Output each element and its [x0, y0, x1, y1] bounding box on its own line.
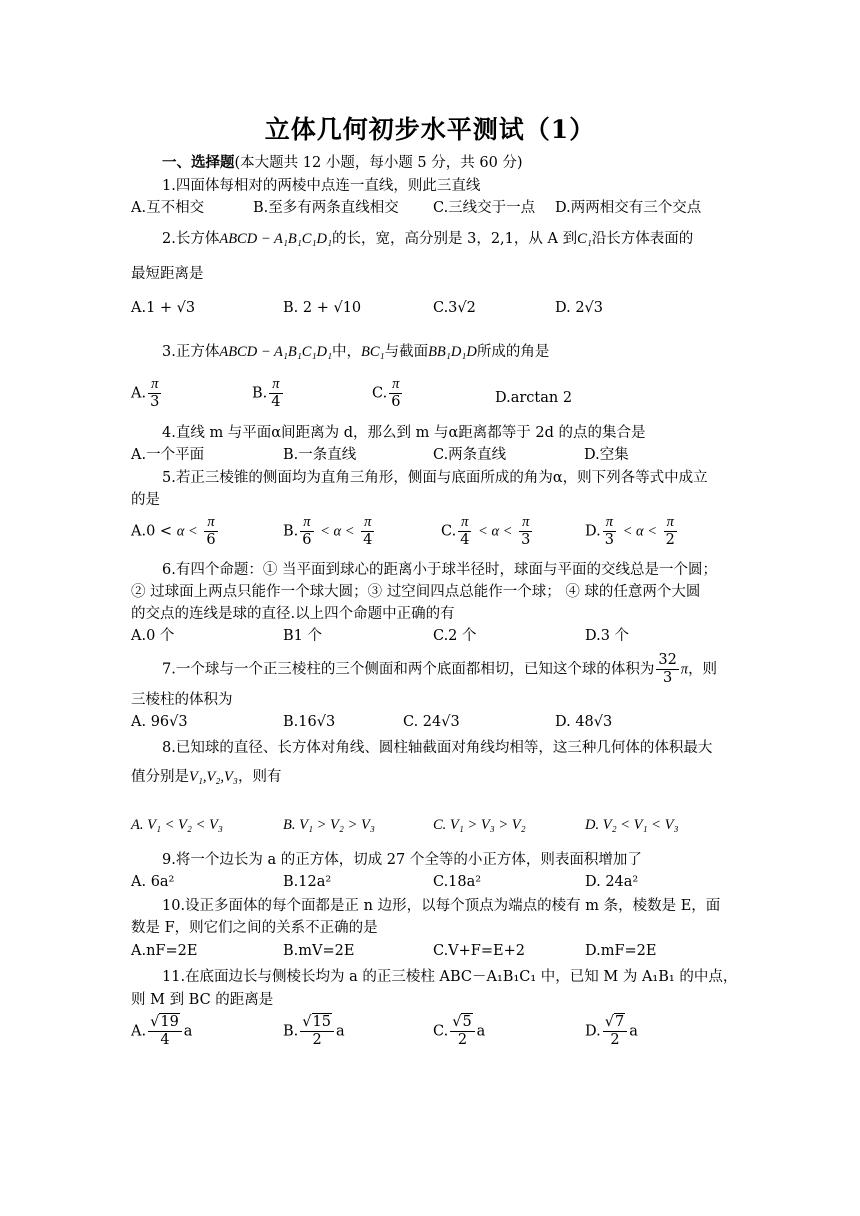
fraction	[664, 514, 677, 549]
q9-stem: 9.将一个边长为 a 的正方体，切成 27 个全等的小正方体，则表面积增加了	[162, 852, 642, 868]
option-suffix: a	[183, 1023, 193, 1040]
q6-option-b: B1 个	[283, 628, 322, 644]
fraction	[389, 376, 402, 411]
denominator: 3	[521, 532, 531, 548]
denominator: 2	[457, 1032, 468, 1048]
denominator: 6	[391, 394, 401, 410]
q8-option-d: D. V₂ < V₁ < V₃	[585, 817, 679, 833]
q7-option-a: A. 96√3	[131, 714, 188, 730]
q2-stem	[162, 229, 693, 249]
q10-option-d: D.mF=2E	[585, 943, 657, 959]
option-prefix: D.	[585, 523, 601, 540]
q5-option-a	[131, 514, 220, 549]
numerator: π	[269, 376, 282, 394]
q2-solid: ABCD − A₁B₁C₁D₁	[219, 231, 332, 247]
fraction	[603, 514, 616, 549]
numerator: π	[148, 376, 161, 394]
denominator: 3	[150, 394, 160, 410]
page-title: 立体几何初步水平测试（1）	[264, 115, 596, 144]
q2-stem-text: 的长，宽，高分别是 3，2,1，从 A 到	[332, 231, 578, 247]
fraction: $\frac{√15}{2}$	[300, 1014, 334, 1049]
option-prefix: A.	[131, 385, 147, 402]
numerator: π	[204, 514, 217, 532]
q3-stem-text: 3.正方体	[162, 344, 220, 360]
q8-stem-text: 值分别是	[131, 769, 189, 785]
q1-option-d: D.两两相交有三个交点	[555, 200, 702, 216]
option-relation: < α <	[478, 523, 513, 540]
q8-vars: V₁,V₂,V₃	[189, 769, 238, 785]
fraction	[148, 376, 161, 411]
q2-stem-text: 2.长方体	[162, 231, 220, 247]
denominator: 2	[312, 1032, 322, 1048]
option-prefix: B.	[252, 385, 268, 402]
radicand: 7	[614, 1014, 625, 1030]
denominator: 3	[662, 670, 673, 686]
radicand: 5	[462, 1014, 472, 1030]
q10-stem-line2: 数是 F，则它们之间的关系不正确的是	[131, 920, 378, 936]
q2-stem-line2: 最短距离是	[131, 266, 204, 282]
option-text: arctan 2	[510, 390, 573, 406]
q4-option-d: D.空集	[584, 447, 629, 463]
numerator: 32	[658, 652, 677, 668]
q7-option-b: B.16√3	[283, 714, 336, 730]
denominator: 2	[665, 532, 675, 548]
numerator: π	[300, 514, 313, 532]
q2-option-d: D. 2√3	[555, 300, 604, 316]
fraction	[519, 514, 532, 549]
q11-option-a	[131, 1014, 192, 1049]
q8-option-a: A. V₁ < V₂ < V₃	[131, 817, 223, 833]
option-prefix: B.	[283, 523, 299, 540]
q2-point: C₁	[577, 231, 592, 247]
option-relation: < α <	[622, 523, 657, 540]
section-label: 一、选择题	[162, 154, 235, 171]
section-note: (本大题共 12 小题，每小题 5 分，共 60 分)	[234, 155, 523, 171]
numerator: π	[519, 514, 532, 532]
option-suffix: a	[476, 1023, 486, 1040]
q2-stem-text: 沿长方体表面的	[591, 231, 694, 247]
q4-option-b: B.一条直线	[283, 447, 357, 463]
q4-option-c: C.两条直线	[433, 447, 507, 463]
q11-option-b	[283, 1014, 345, 1049]
q4-stem: 4.直线 m 与平面α间距离为 d，那么到 m 与α距离都等于 2d 的点的集合是	[162, 425, 646, 441]
q5-stem: 5.若正三棱锥的侧面均为直角三角形，侧面与底面所成的角为α，则下列各等式中成立	[162, 470, 708, 486]
option-prefix: A.	[131, 1023, 147, 1040]
option-suffix: a	[629, 1023, 638, 1040]
section-heading	[162, 153, 523, 173]
option-relation: < α <	[320, 523, 355, 540]
q10-option-b: B.mV=2E	[283, 943, 355, 959]
numerator: π	[458, 514, 471, 532]
q9-option-d: D. 24a²	[585, 874, 639, 890]
option-prefix: D.	[585, 1023, 601, 1040]
q6-stem: 6.有四个命题：① 当平面到球心的距离小于球半径时，球面与平面的交线总是一个圆；	[162, 562, 717, 578]
fraction	[458, 514, 471, 549]
q3-stem-text: 与截面	[384, 344, 429, 360]
q5-option-b	[283, 514, 376, 549]
numerator: π	[361, 514, 374, 532]
q6-option-a: A.0 个	[131, 628, 175, 644]
denominator: 6	[206, 532, 216, 548]
fraction: $\frac{√7}{2}$	[603, 1014, 627, 1049]
q1-option-b: B.至多有两条直线相交	[253, 200, 399, 216]
option-prefix: A.0 <	[131, 523, 173, 540]
q1-stem: 1.四面体每相对的两棱中点连一直线，则此三直线	[162, 178, 481, 194]
q6-option-d: D.3 个	[585, 628, 630, 644]
numerator: π	[664, 514, 677, 532]
denominator: 3	[604, 532, 614, 548]
q4-option-a: A.一个平面	[131, 447, 205, 463]
q5-stem-line2: 的是	[131, 492, 160, 508]
q3-stem	[162, 342, 549, 362]
q3-solid: ABCD − A₁B₁C₁D₁	[219, 344, 332, 360]
q7-option-c: C. 24√3	[403, 714, 460, 730]
option-relation: α <	[176, 523, 198, 540]
q11-option-d	[585, 1014, 638, 1049]
q3-option-b	[252, 376, 285, 411]
option-prefix: C.	[372, 385, 388, 402]
q9-option-a: A. 6a²	[131, 874, 175, 890]
denominator: 6	[302, 532, 312, 548]
fraction	[269, 376, 282, 411]
denominator: 4	[460, 532, 470, 548]
fraction	[361, 514, 374, 549]
denominator: 4	[271, 394, 281, 410]
q11-option-c	[433, 1014, 485, 1049]
q8-option-c: C. V₁ > V₃ > V₂	[433, 817, 526, 833]
q7-stem-text: 7.一个球与一个正三棱柱的三个侧面和两个底面都相切，已知这个球的体积为	[162, 661, 655, 678]
q5-option-c	[441, 514, 534, 549]
radicand: 15	[312, 1014, 331, 1030]
q8-stem-line2	[131, 767, 281, 787]
q2-option-a: A.1 + √3	[131, 300, 196, 316]
q9-option-c: C.18a²	[433, 874, 482, 890]
fraction: $\frac{√5}{2}$	[450, 1014, 474, 1049]
q6-stem-line2: ② 过球面上两点只能作一个球大圆；③ 过空间四点总能作一个球； ④ 球的任意两个大圆	[131, 584, 701, 600]
q7-stem	[162, 652, 717, 687]
q10-option-a: A.nF=2E	[131, 943, 198, 959]
q3-plane: BB₁D₁D	[428, 344, 477, 360]
radicand: 19	[160, 1014, 179, 1030]
denominator: 2	[610, 1032, 620, 1048]
option-prefix: C.	[433, 1023, 449, 1040]
q2-option-c: C.3√2	[433, 300, 476, 316]
q7-stem-text: ，则	[688, 661, 718, 678]
q2-option-b: B. 2 + √10	[283, 300, 362, 316]
numerator: π	[603, 514, 616, 532]
q6-option-c: C.2 个	[433, 628, 477, 644]
q7-stem-line2: 三棱柱的体积为	[131, 692, 233, 708]
q5-option-d	[585, 514, 679, 549]
q11-stem: 11.在底面边长与侧棱长均为 a 的正三棱柱 ABC－A₁B₁C₁ 中，已知 M 为 A₁B₁ 的中点，	[162, 969, 738, 985]
q10-stem: 10.设正多面体的每个面都是正 n 边形，以每个顶点为端点的棱有 m 条，棱数是 E，面	[162, 898, 721, 914]
q3-option-d	[495, 388, 572, 408]
fraction	[656, 652, 678, 687]
q1-option-c: C.三线交于一点	[433, 200, 536, 216]
q3-edge: BC₁	[361, 344, 385, 360]
q7-option-d: D. 48√3	[555, 714, 613, 730]
q10-option-c: C.V+F=E+2	[433, 943, 525, 959]
option-suffix: a	[335, 1023, 345, 1040]
q8-stem: 8.已知球的直径、长方体对角线、圆柱轴截面对角线均相等，这三种几何体的体积最大	[162, 740, 713, 756]
q11-stem-line2: 则 M 到 BC 的距离是	[131, 992, 274, 1008]
fraction: $\frac{√19}{4}$	[148, 1014, 182, 1049]
option-prefix: B.	[283, 1023, 299, 1040]
numerator: π	[389, 376, 402, 394]
pi-symbol: π	[680, 661, 689, 678]
q3-stem-text: 所成的角是	[476, 344, 550, 360]
option-prefix: C.	[441, 523, 457, 540]
denominator: 4	[160, 1032, 170, 1048]
q3-stem-text: 中，	[332, 344, 361, 360]
q9-option-b: B.12a²	[283, 874, 332, 890]
fraction	[300, 514, 313, 549]
denominator: 4	[363, 532, 373, 548]
option-prefix: D.	[495, 390, 511, 406]
q8-option-b: B. V₁ > V₂ > V₃	[283, 817, 375, 833]
q3-option-c	[372, 376, 404, 411]
q8-stem-text: ，则有	[237, 769, 282, 785]
fraction	[204, 514, 217, 549]
q6-stem-line3: 的交点的连线是球的直径.以上四个命题中正确的有	[131, 606, 455, 622]
q1-option-a: A.互不相交	[131, 200, 205, 216]
q3-option-a	[131, 376, 163, 411]
